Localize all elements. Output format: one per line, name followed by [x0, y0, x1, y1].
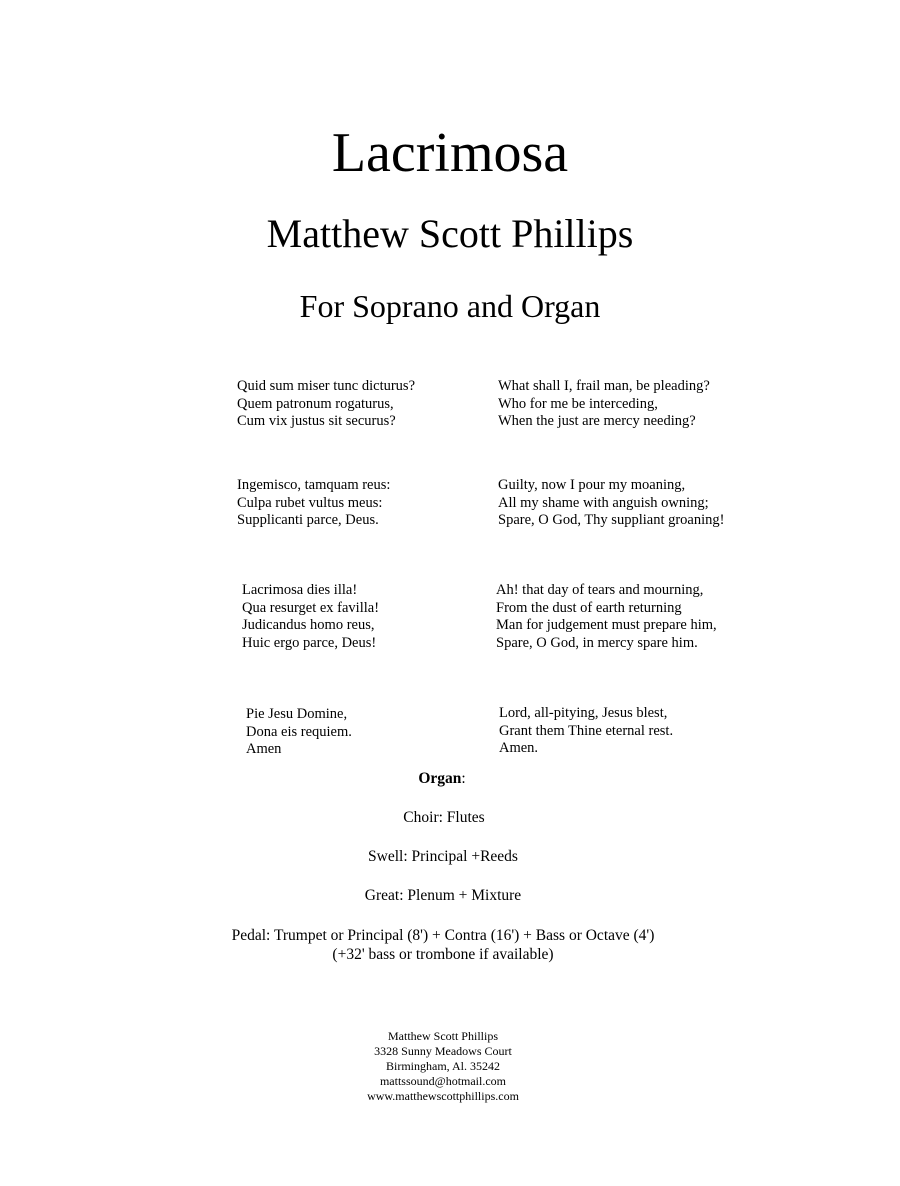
english-line: Guilty, now I pour my moaning, [498, 477, 686, 493]
verse-4-latin [246, 706, 352, 759]
organ-label: Organ [418, 770, 462, 787]
verse-3-english [496, 582, 717, 652]
latin-line: Ingemisco, tamquam reus: [237, 477, 391, 493]
verse-1-latin [237, 378, 415, 431]
latin-line: Pie Jesu Domine, [246, 706, 348, 722]
latin-line: Amen [246, 741, 282, 757]
verse-3-latin [242, 582, 379, 652]
latin-line: Dona eis requiem. [246, 723, 352, 740]
english-line: Amen. [499, 740, 539, 756]
composer-name: Matthew Scott Phillips [266, 211, 634, 256]
english-line: Lord, all-pitying, Jesus blest, [499, 705, 668, 721]
organ-great: Great: Plenum + Mixture [364, 887, 522, 904]
english-line: When the just are mercy needing? [498, 413, 696, 429]
latin-line: Supplicanti parce, Deus. [237, 512, 379, 528]
contact-email: mattssound@hotmail.com [379, 1074, 507, 1088]
latin-line: Quid sum miser tunc dicturus? [237, 378, 416, 394]
english-line: Spare, O God, Thy suppliant groaning! [498, 512, 725, 528]
contact-name: Matthew Scott Phillips [387, 1029, 498, 1043]
contact-website: www.matthewscottphillips.com [367, 1089, 519, 1103]
contact-city: Birmingham, Al. 35242 [386, 1059, 500, 1073]
contact-street: 3328 Sunny Meadows Court [374, 1044, 512, 1058]
verse-2-english [498, 477, 724, 530]
organ-heading [0, 769, 892, 789]
organ-colon: : [461, 770, 466, 787]
verse-1-english [498, 378, 710, 431]
contact-block [0, 1029, 893, 1104]
latin-line: Culpa rubet vultus meus: [237, 494, 383, 511]
organ-pedal-note: (+32' bass or trombone if available) [332, 946, 554, 963]
english-line: Man for judgement must prepare him, [496, 617, 717, 633]
english-line: Ah! that day of tears and mourning, [496, 582, 704, 598]
page-title: Lacrimosa [331, 122, 569, 184]
english-line: What shall I, frail man, be pleading? [498, 378, 710, 394]
english-line: All my shame with anguish owning; [498, 494, 709, 511]
verse-4-english [499, 705, 673, 758]
organ-swell: Swell: Principal +Reeds [368, 848, 518, 865]
latin-line: Cum vix justus sit securus? [237, 413, 396, 429]
english-line: Spare, O God, in mercy spare him. [496, 634, 698, 651]
organ-choir: Choir: Flutes [403, 809, 485, 826]
verse-2-latin [237, 477, 390, 530]
latin-line: Lacrimosa dies illa! [242, 582, 358, 598]
latin-line: Qua resurget ex favilla! [242, 599, 380, 616]
latin-line: Quem patronum rogaturus, [237, 395, 394, 412]
latin-line: Judicandus homo reus, [242, 617, 375, 633]
english-line: Grant them Thine eternal rest. [499, 722, 674, 739]
instrumentation-subtitle: For Soprano and Organ [299, 288, 601, 324]
latin-line: Huic ergo parce, Deus! [242, 634, 377, 651]
english-line: Who for me be interceding, [498, 395, 658, 412]
organ-pedal: Pedal: Trumpet or Principal (8') + Contra (16') + Bass or Octave (4') [231, 927, 655, 944]
english-line: From the dust of earth returning [496, 599, 682, 616]
